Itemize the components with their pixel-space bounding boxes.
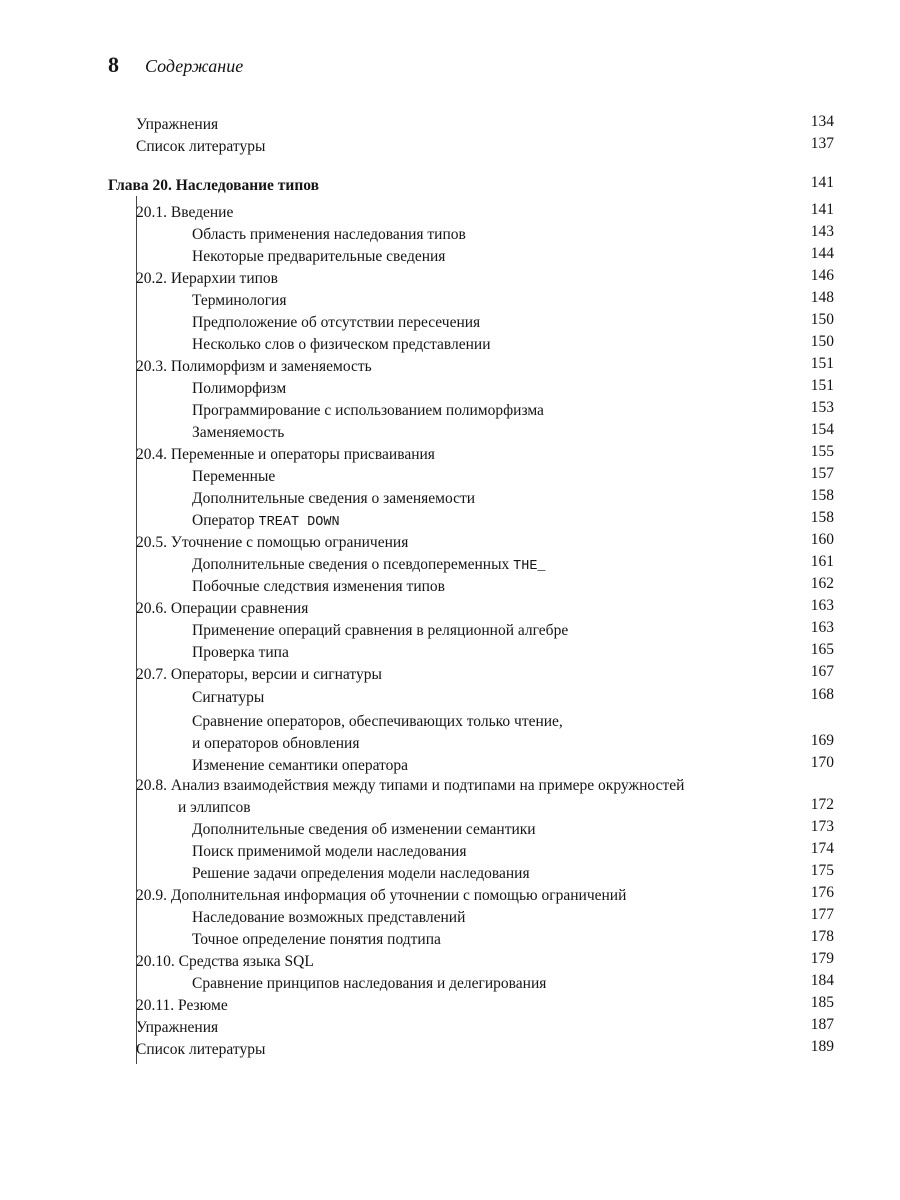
toc-entry-text: Побочные следствия изменения типов	[192, 578, 445, 595]
toc-entry-text: Дополнительные сведения об изменении семантики	[192, 821, 536, 838]
toc-entry-text: Предположение об отсутствии пересечения	[192, 314, 481, 331]
toc-entry-text: Несколько слов о физическом представлении	[192, 336, 491, 353]
toc-entry-text: 20.11. Резюме	[136, 997, 228, 1014]
toc-entry-text: 20.7. Операторы, версии и сигнатуры	[136, 666, 382, 683]
toc-entry-text: Изменение семантики оператора	[192, 757, 409, 774]
toc-page-number: 187	[810, 1016, 834, 1033]
toc-entry-text: 20.4. Переменные и операторы присваивания	[136, 446, 435, 463]
toc-page-number: 170	[810, 754, 834, 771]
toc-page-number: 141	[810, 174, 834, 191]
toc-entry	[136, 952, 314, 972]
chapter-title	[108, 176, 319, 196]
toc-entry	[136, 533, 408, 553]
toc-page-number: 153	[810, 399, 834, 416]
toc-page-number: 151	[810, 377, 834, 394]
toc-entry	[136, 445, 435, 465]
toc-entry-text: Наследование возможных представлений	[192, 909, 466, 926]
toc-page-number: 162	[810, 575, 834, 592]
toc-entry-text: Проверка типа	[192, 644, 289, 661]
toc-page-number: 158	[810, 487, 834, 504]
toc-entry-text: Сравнение операторов, обеспечивающих только чтение,	[192, 713, 563, 730]
toc-page-number: 148	[810, 289, 834, 306]
toc-entry	[136, 115, 218, 135]
toc-page-number: 174	[810, 840, 834, 857]
toc-subentry	[192, 974, 546, 994]
toc-subentry	[192, 555, 546, 577]
toc-page-number: 157	[810, 465, 834, 482]
toc-entry	[136, 357, 372, 377]
toc-entry-text: Сравнение принципов наследования и делегирования	[192, 975, 547, 992]
toc-subentry	[192, 842, 466, 862]
toc-subentry	[192, 335, 491, 355]
toc-page-number: 163	[810, 597, 834, 614]
toc-page-number: 134	[810, 113, 834, 130]
toc-entry-text: Поиск применимой модели наследования	[192, 843, 467, 860]
toc-page-number: 172	[810, 796, 834, 813]
toc-entry-text: Дополнительные сведения о заменяемости	[192, 490, 476, 507]
toc-entry-text: Список литературы	[136, 1041, 266, 1058]
toc-page-number: 168	[810, 686, 834, 703]
toc-page-number: 167	[810, 663, 834, 680]
toc-page-number: 184	[810, 972, 834, 989]
toc-page-number: 189	[810, 1038, 834, 1055]
toc-page-number: 146	[810, 267, 834, 284]
toc-entry	[178, 798, 251, 818]
toc-entry-text: Упражнения	[136, 1019, 219, 1036]
toc-entry	[136, 886, 626, 906]
toc-page-number: 179	[810, 950, 834, 967]
toc-subentry	[192, 712, 563, 732]
toc-page-number: 154	[810, 421, 834, 438]
toc-page-number: 178	[810, 928, 834, 945]
toc-entry-text: Терминология	[192, 292, 287, 309]
toc-subentry	[192, 467, 275, 487]
toc-subentry	[192, 291, 286, 311]
toc-subentry	[192, 247, 445, 267]
toc-entry	[136, 776, 684, 796]
toc-subentry	[192, 379, 286, 399]
toc-page-number: 185	[810, 994, 834, 1011]
toc-page-number: 176	[810, 884, 834, 901]
toc-subentry	[192, 734, 359, 754]
toc-page-number: 151	[810, 355, 834, 372]
toc-entry-text: Переменные	[192, 468, 276, 485]
running-title: Содержание	[145, 56, 244, 76]
toc-entry-text: 20.6. Операции сравнения	[136, 600, 309, 617]
toc-entry-text: 20.5. Уточнение с помощью ограничения	[136, 534, 409, 551]
toc-page-number: 163	[810, 619, 834, 636]
toc-page-number: 144	[810, 245, 834, 262]
toc-entry-text: и операторов обновления	[192, 735, 360, 752]
toc-entry-text: 20.2. Иерархии типов	[136, 270, 278, 287]
toc-entry-text: 20.10. Средства языка SQL	[136, 953, 314, 970]
toc-entry	[136, 1040, 265, 1060]
toc-subentry	[192, 423, 284, 443]
toc-entry-text: и эллипсов	[178, 799, 251, 816]
toc-entry-text: Точное определение понятия подтипа	[192, 931, 441, 948]
toc-subentry	[192, 688, 264, 708]
toc-subentry	[192, 820, 536, 840]
page-header	[108, 52, 243, 82]
toc-entry-text: Глава 20. Наследование типов	[108, 177, 320, 194]
toc-page-number: 160	[810, 531, 834, 548]
toc-subentry	[192, 511, 340, 533]
toc-entry	[136, 203, 233, 223]
toc-entry	[136, 269, 278, 289]
toc-page-number: 137	[810, 135, 834, 152]
toc-page-number: 169	[810, 732, 834, 749]
toc-subentry	[192, 489, 475, 509]
toc-page-number: 165	[810, 641, 834, 658]
toc-entry	[136, 996, 228, 1016]
toc-subentry	[192, 908, 465, 928]
toc-page-number: 161	[810, 553, 834, 570]
toc-entry-text: Список литературы	[136, 138, 266, 155]
toc-entry-text: 20.3. Полиморфизм и заменяемость	[136, 358, 372, 375]
toc-entry-text: Заменяемость	[192, 424, 285, 441]
toc-entry-text: Дополнительные сведения о псевдопеременных	[192, 556, 514, 573]
toc-entry-text: Применение операций сравнения в реляционной алгебре	[192, 622, 569, 639]
toc-page-number: 175	[810, 862, 834, 879]
page-number: 8	[108, 52, 119, 77]
toc-subentry	[192, 313, 480, 333]
toc-page-number: 150	[810, 333, 834, 350]
toc-subentry	[192, 577, 445, 597]
toc-entry-code: THE_	[513, 559, 546, 574]
toc-entry-text: Некоторые предварительные сведения	[192, 248, 446, 265]
toc-entry	[136, 665, 382, 685]
toc-entry-text: Упражнения	[136, 116, 219, 133]
toc-subentry	[192, 756, 408, 776]
toc-entry-text: Решение задачи определения модели наследования	[192, 865, 530, 882]
toc-subentry	[192, 225, 466, 245]
toc-subentry	[192, 864, 530, 884]
vertical-rule	[136, 196, 137, 1064]
toc-page-number: 143	[810, 223, 834, 240]
toc-subentry	[192, 930, 441, 950]
toc-entry-text: 20.8. Анализ взаимодействия между типами и подтипами на примере окружностей	[136, 777, 685, 794]
toc-entry-text: Программирование с использованием полиморфизма	[192, 402, 544, 419]
toc-entry-text: 20.1. Введение	[136, 204, 234, 221]
toc-page-number: 155	[810, 443, 834, 460]
toc-entry	[136, 1018, 218, 1038]
toc-entry-text: Полиморфизм	[192, 380, 287, 397]
toc-entry	[136, 599, 308, 619]
toc-page-number: 177	[810, 906, 834, 923]
toc-entry-text: 20.9. Дополнительная информация об уточнении с помощью ограничений	[136, 887, 627, 904]
toc-entry	[136, 137, 265, 157]
toc-entry-text: Сигнатуры	[192, 689, 265, 706]
toc-subentry	[192, 401, 544, 421]
toc-entry-text: Область применения наследования типов	[192, 226, 466, 243]
toc-subentry	[192, 621, 568, 641]
toc-page-number: 158	[810, 509, 834, 526]
toc-page-number: 173	[810, 818, 834, 835]
toc-page-number: 141	[810, 201, 834, 218]
toc-page-number: 150	[810, 311, 834, 328]
toc-entry-code: TREAT DOWN	[258, 515, 340, 530]
toc-entry-text: Оператор	[192, 512, 259, 529]
toc-subentry	[192, 643, 289, 663]
